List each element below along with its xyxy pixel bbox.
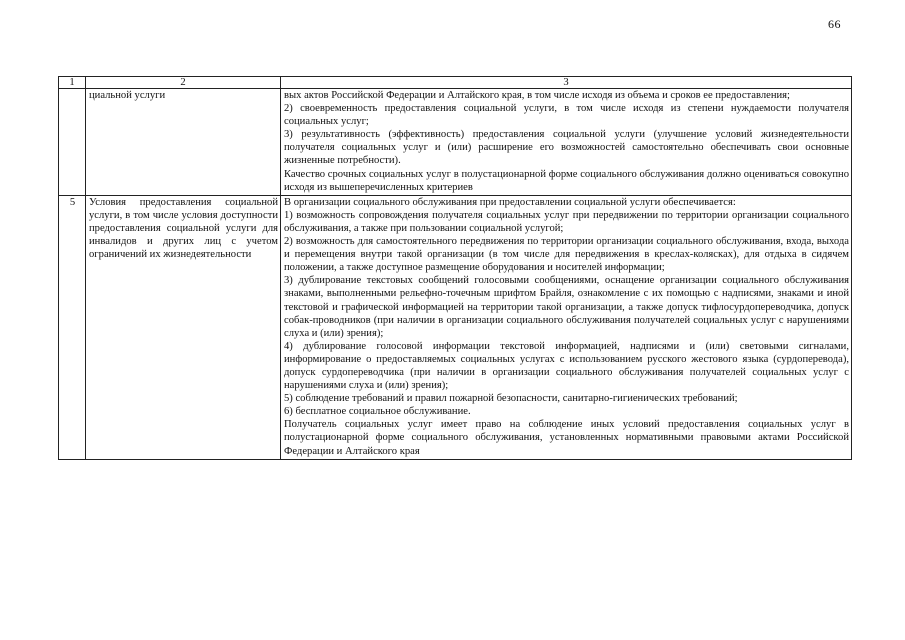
services-table [58,76,852,460]
row-paragraph: 1) возможность сопровождения получателя социальных услуг при передвижении по территории организации социального обслуживания, а также при пользовании социальной услугой; [284,209,849,234]
row-paragraph: 6) бесплатное социальное обслуживание. [284,406,471,418]
table-header-row [59,77,852,89]
row-paragraph: В организации социального обслуживания при предоставлении социальной услуги обеспечивается: [284,196,736,208]
row-paragraph: 5) соблюдение требований и правил пожарной безопасности, санитарно-гигиенических требований; [284,393,738,405]
header-col-1: 1 [59,77,86,89]
row-text [281,195,852,459]
row-paragraph: 2) возможность для самостоятельного передвижения по территории организации социального обслуживания, входа, выхода и перемещения внутри такой организации (в том числе для передвижения в креслах-колясках), для отдыха в сидячем положении, а также доступное размещение оборудования и носителей информации; [284,236,849,274]
row-text [281,89,852,196]
row-paragraph: Качество срочных социальных услуг в полустационарной форме социального обслуживания должно оцениваться совокупно исходя из вышеперечисленных критериев [284,168,849,193]
row-paragraph: 4) дублирование голосовой информации текстовой информацией, надписями и (или) световыми сигналами, информирование о предоставляемых социальных услугах с использованием русского жестового языка (сурдоперевода), допуск сурдопереводчика (при наличии в организации социального обслуживания получателей социальных услуг с нарушениями слуха и (или) зрения); [284,340,849,392]
header-col-2: 2 [86,77,281,89]
page-number: 66 [828,17,841,31]
row-number [59,89,86,196]
row-name: циальной услуги [86,89,281,196]
table-row [59,195,852,459]
row-paragraph: 3) результативность (эффективность) предоставления социальной услуги (улучшение условий жизнедеятельности получателя социальных услуг и (или) расширение его возможностей самостоятельно обеспечивать свои основные жизненные потребности). [284,129,849,167]
row-name: Условия предоставления социальной услуги, в том числе условия доступности предоставления социальной услуги для инвалидов и других лиц с учетом ограничений их жизнедеятельности [86,195,281,459]
row-paragraph: 2) своевременность предоставления социальной услуги, в том числе исходя из степени нуждаемости получателя социальных услуг; [284,103,849,128]
row-number: 5 [59,195,86,459]
row-paragraph: 3) дублирование текстовых сообщений голосовыми сообщениями, оснащение организации социального обслуживания знаками, выполненными рельефно-точечным шрифтом Брайля, ознакомление с их помощью с надписями, знаками и иной текстовой и графической информацией на территории такой организации, а также допуск тифлосурдопереводчика, допуск собак-проводников (при наличии в организации социального обслуживания получателей социальных услуг с нарушениями слуха и (или) зрения); [284,275,849,339]
table-row [59,89,852,196]
row-paragraph: вых актов Российской Федерации и Алтайского края, в том числе исходя из объема и сроков ее предоставления; [284,90,790,101]
header-col-3: 3 [281,77,852,89]
row-paragraph: Получатель социальных услуг имеет право на соблюдение иных условий предоставления социальных услуг в полустационарной форме социального обслуживания, установленных нормативными правовыми актами Российской Федерации и Алтайского края [284,419,849,457]
